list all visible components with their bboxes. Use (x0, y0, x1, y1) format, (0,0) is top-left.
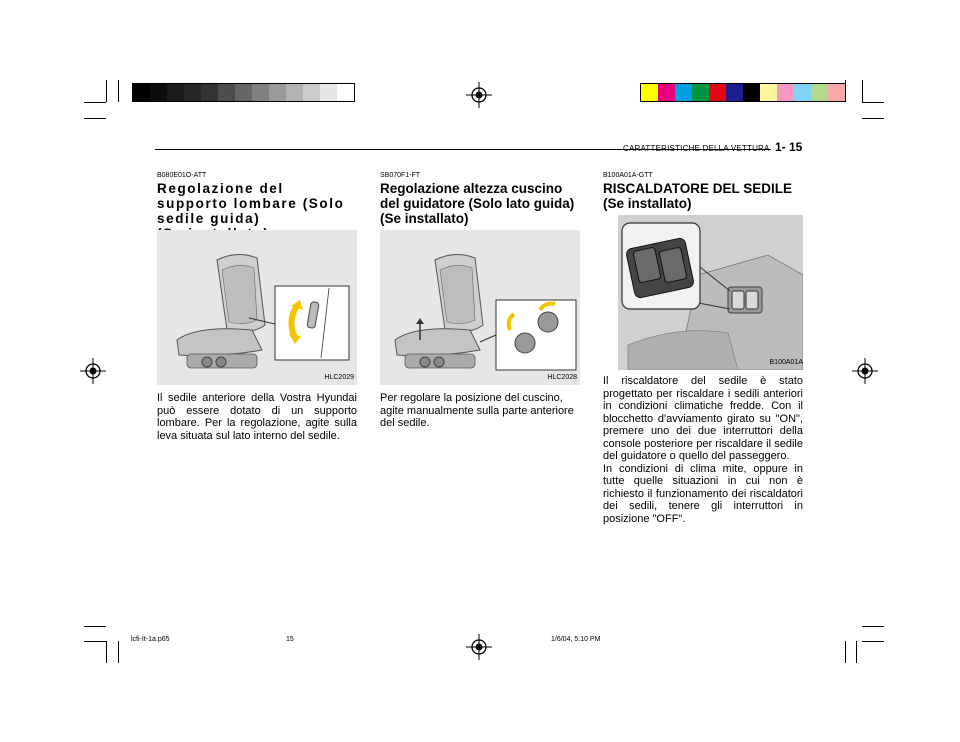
gray-swatch (337, 84, 354, 101)
color-swatch (811, 84, 828, 101)
grayscale-calibration-bar (132, 83, 355, 102)
color-swatch (777, 84, 794, 101)
registration-target-icon (80, 358, 106, 384)
section-seat-heater (603, 172, 803, 211)
section-body: Il riscaldatore del sedile è stato progettato per riscaldare i sedili anteriori in condizioni climatiche fredde. Con il blocchetto d'avviamento girato su "ON", premere uno dei due interruttori della console posteriore per riscaldare il sedile del guidatore o quello del passeggero. In condizioni di clima mite, oppure in tutte quelle situazioni in cui non è richiesto il funzionamento dei riscaldatori dei sedili, tenere gli interruttori in posizione "OFF". (603, 375, 803, 525)
color-swatch (692, 84, 709, 101)
color-swatch (726, 84, 743, 101)
section-cushion-height (380, 172, 580, 226)
color-swatch (794, 84, 811, 101)
section-title: Regolazione del supporto lombare (Solo sedile guida) (157, 181, 345, 226)
registration-target-icon (466, 82, 492, 108)
running-head: CARATTERISTICHE DELLA VETTURA (623, 144, 770, 153)
color-swatch (641, 84, 658, 101)
section-code: B100A01A-GTT (603, 172, 653, 179)
gray-swatch (218, 84, 235, 101)
gray-swatch (303, 84, 320, 101)
figure-label: HLC2029 (324, 374, 354, 381)
color-swatch (709, 84, 726, 101)
footer-file-name: lcfi-It-1a.p65 (131, 636, 170, 643)
seat-illustration (380, 230, 580, 385)
color-swatch (658, 84, 675, 101)
section-title: RISCALDATORE DEL SEDILE (Se installato) (603, 181, 793, 211)
gray-swatch (320, 84, 337, 101)
gray-swatch (150, 84, 167, 101)
color-swatch (743, 84, 760, 101)
color-swatch (675, 84, 692, 101)
color-swatch (760, 84, 777, 101)
gray-swatch (252, 84, 269, 101)
color-swatch (828, 84, 845, 101)
gray-swatch (184, 84, 201, 101)
section-body: Il sedile anteriore della Vostra Hyundai può essere dotato di un supporto lombare. Per la regolazione, agite sulla leva situata sul lato interno del sedile. (157, 392, 357, 442)
registration-target-icon (466, 634, 492, 660)
color-calibration-bar (640, 83, 846, 102)
page-number: 1- 15 (775, 140, 803, 154)
registration-target-icon (852, 358, 878, 384)
gray-swatch (201, 84, 218, 101)
section-code: B080E01O-ATT (157, 172, 207, 179)
figure-label: HLC2028 (547, 374, 577, 381)
gray-swatch (133, 84, 150, 101)
gray-swatch (167, 84, 184, 101)
gray-swatch (286, 84, 303, 101)
gray-swatch (269, 84, 286, 101)
gray-swatch (235, 84, 252, 101)
seat-heater-figure (618, 215, 803, 370)
cushion-height-figure (380, 230, 580, 385)
footer-sheet-number: 15 (286, 636, 294, 643)
section-title: Regolazione altezza cuscino del guidatore (Solo lato guida) (Se installato) (380, 181, 575, 226)
footer-timestamp: 1/6/04, 5:10 PM (551, 636, 601, 643)
section-body: Per regolare la posizione del cuscino, agite manualmente sulla parte anteriore del sedile. (380, 392, 574, 429)
figure-label: B100A01A (769, 359, 803, 366)
seat-illustration (157, 230, 357, 385)
lumbar-support-figure (157, 230, 357, 385)
console-illustration (618, 215, 803, 370)
section-code: SB070F1-FT (380, 172, 421, 179)
